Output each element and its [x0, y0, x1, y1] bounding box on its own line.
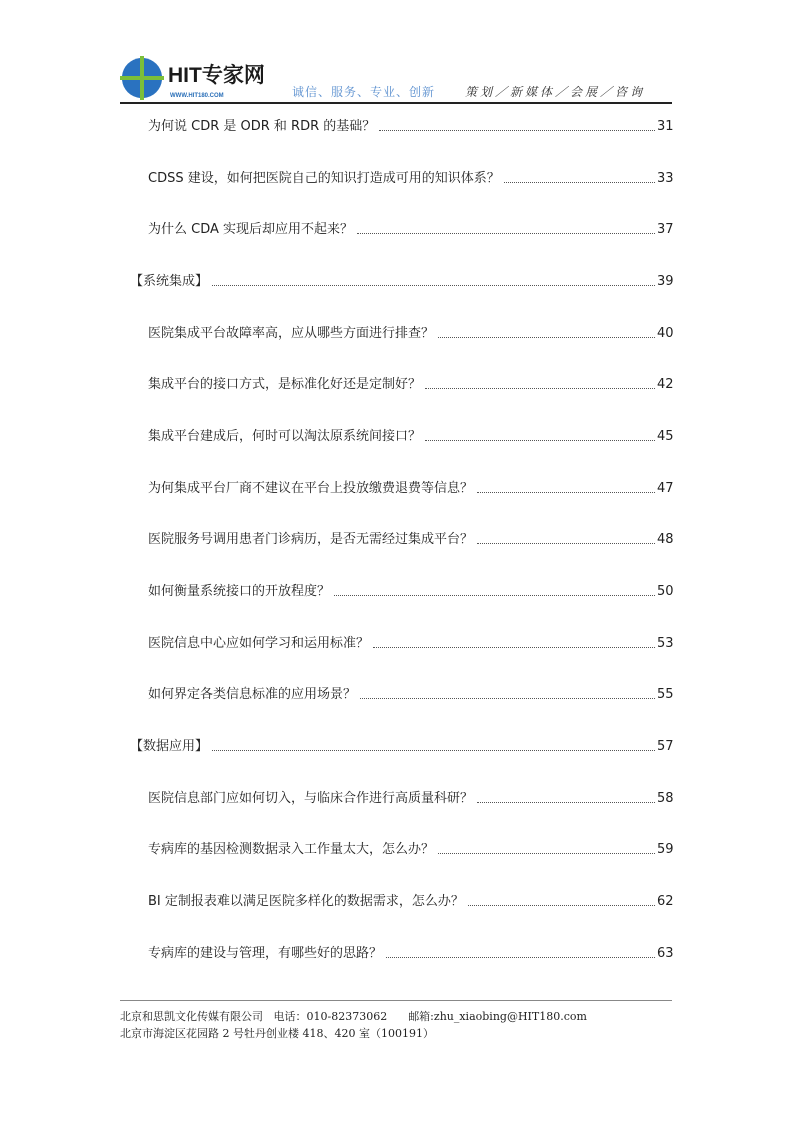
toc-entry-title: BI 定制报表难以满足医院多样化的数据需求，怎么办？ — [148, 894, 464, 910]
toc-entry[interactable] — [0, 204, 673, 256]
toc-leader-dots — [379, 130, 655, 131]
toc-page-number: 47 — [657, 480, 674, 496]
toc-entry[interactable] — [0, 566, 673, 618]
toc-page-number: 40 — [657, 325, 674, 341]
toc-leader-dots — [438, 853, 655, 854]
toc-entry-title: 为何集成平台厂商不建议在平台上投放缴费退费等信息？ — [148, 480, 474, 496]
toc-page-number: 57 — [657, 739, 674, 755]
toc-leader-dots — [504, 182, 655, 183]
toc-entry[interactable] — [0, 463, 673, 515]
toc-leader-dots — [477, 543, 655, 544]
toc-entry-title: 集成平台建成后，何时可以淘汰原系统间接口？ — [148, 428, 422, 444]
footer-phone: 电话：010-82373062 — [273, 1010, 388, 1023]
toc-page-number: 33 — [657, 170, 674, 186]
toc-leader-dots — [386, 957, 655, 958]
brand-url: WWW.HIT180.COM — [170, 93, 224, 99]
toc-entry-title: 医院服务号调用患者门诊病历，是否无需经过集成平台？ — [148, 532, 474, 548]
toc-page-number: 53 — [657, 635, 674, 651]
toc-page-number: 58 — [657, 790, 674, 806]
footer-email: 邮箱:zhu_xiaobing@HIT180.com — [408, 1010, 587, 1023]
toc-entry[interactable] — [0, 153, 673, 205]
toc-entry-title: 为什么 CDA 实现后却应用不起来？ — [148, 222, 354, 238]
toc-entry-title: 专病库的建设与管理，有哪些好的思路？ — [148, 945, 383, 961]
toc-entry-title: 为何说 CDR 是 ODR 和 RDR 的基础？ — [148, 118, 376, 134]
toc-leader-dots — [360, 698, 655, 699]
toc-entry-title: 医院信息部门应如何切入，与临床合作进行高质量科研？ — [148, 790, 474, 806]
table-of-contents — [0, 101, 793, 980]
header-slogan: 诚信、服务、专业、创新 — [292, 85, 436, 99]
toc-leader-dots — [468, 905, 655, 906]
toc-page-number: 31 — [657, 118, 674, 134]
toc-section[interactable] — [0, 721, 673, 773]
hit-logo-icon — [120, 56, 164, 100]
toc-entry-title: CDSS 建设，如何把医院自己的知识打造成可用的知识体系？ — [148, 170, 500, 186]
brand-name: HIT专家网 — [168, 64, 265, 87]
toc-entry-title: 【数据应用】 — [130, 739, 209, 755]
toc-page-number: 50 — [657, 584, 674, 600]
toc-entry-title: 医院集成平台故障率高，应从哪些方面进行排查？ — [148, 325, 435, 341]
toc-entry[interactable] — [0, 825, 673, 877]
toc-entry[interactable] — [0, 101, 673, 153]
toc-entry-title: 专病库的基因检测数据录入工作量太大，怎么办？ — [148, 842, 435, 858]
toc-leader-dots — [477, 802, 655, 803]
toc-page-number: 48 — [657, 532, 674, 548]
toc-entry[interactable] — [0, 411, 673, 463]
toc-page-number: 59 — [657, 842, 674, 858]
footer-divider — [120, 1000, 672, 1001]
toc-page-number: 55 — [657, 687, 674, 703]
toc-leader-dots — [425, 388, 655, 389]
toc-leader-dots — [334, 595, 655, 596]
toc-entry[interactable] — [0, 618, 673, 670]
toc-entry[interactable] — [0, 773, 673, 825]
toc-leader-dots — [212, 750, 655, 751]
toc-entry-title: 如何界定各类信息标准的应用场景？ — [148, 687, 357, 703]
footer-company: 北京和思凯文化传媒有限公司 — [120, 1010, 263, 1023]
toc-entry[interactable] — [0, 308, 673, 360]
toc-page-number: 39 — [657, 273, 674, 289]
toc-leader-dots — [438, 337, 655, 338]
toc-page-number: 37 — [657, 222, 674, 238]
toc-entry[interactable] — [0, 359, 673, 411]
toc-entry-title: 如何衡量系统接口的开放程度？ — [148, 584, 331, 600]
toc-page-number: 63 — [657, 945, 674, 961]
toc-entry-title: 集成平台的接口方式，是标准化好还是定制好？ — [148, 377, 422, 393]
toc-page-number: 42 — [657, 377, 674, 393]
toc-entry[interactable] — [0, 876, 673, 928]
toc-entry-title: 【系统集成】 — [130, 273, 209, 289]
footer-address: 北京市海淀区花园路 2 号牡丹创业楼 418、420 室（100191） — [120, 1027, 434, 1040]
toc-page-number: 45 — [657, 428, 674, 444]
toc-entry-title: 医院信息中心应如何学习和运用标准？ — [148, 635, 370, 651]
toc-entry[interactable] — [0, 670, 673, 722]
toc-leader-dots — [373, 647, 655, 648]
toc-leader-dots — [357, 233, 655, 234]
header-services: 策划／新媒体／会展／咨询 — [465, 85, 646, 99]
toc-entry[interactable] — [0, 515, 673, 567]
toc-leader-dots — [212, 285, 655, 286]
toc-leader-dots — [477, 492, 655, 493]
toc-section[interactable] — [0, 256, 673, 308]
toc-leader-dots — [425, 440, 655, 441]
footer-contact-line — [120, 1010, 587, 1024]
toc-entry[interactable] — [0, 928, 673, 980]
toc-page-number: 62 — [657, 894, 674, 910]
